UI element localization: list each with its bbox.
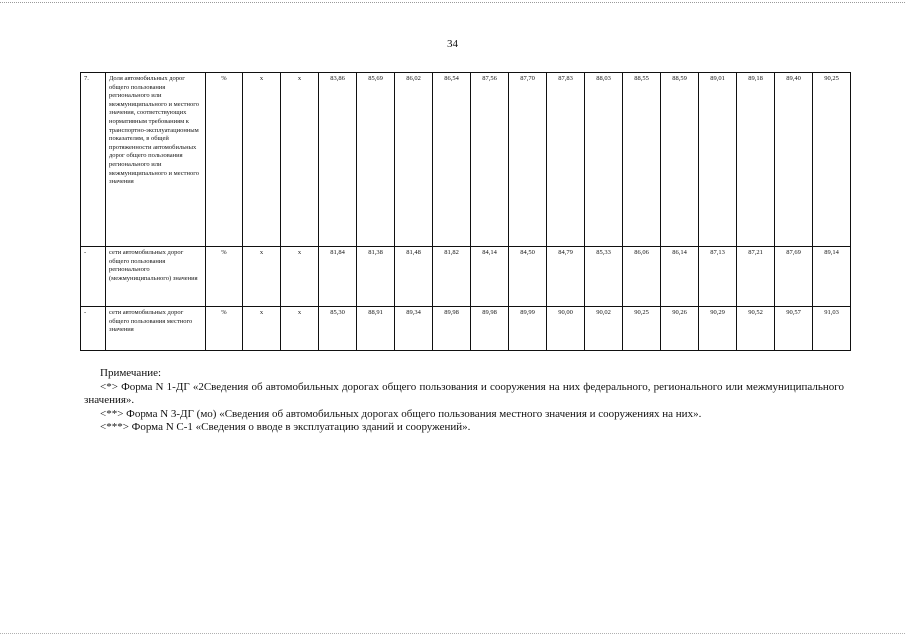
value-cell: 85,69: [357, 73, 395, 247]
value-cell: 86,02: [395, 73, 433, 247]
x-cell: х: [243, 247, 281, 307]
value-cell: 90,25: [813, 73, 851, 247]
value-cell: 81,48: [395, 247, 433, 307]
page-number: 34: [447, 38, 458, 50]
value-cell: 90,26: [661, 307, 699, 351]
value-cell: 90,25: [623, 307, 661, 351]
note-item: <***> Форма N С-1 «Сведения о вводе в эксплуатацию зданий и сооружений».: [100, 421, 471, 433]
value-cell: 87,13: [699, 247, 737, 307]
indicator-name: сети автомобильных дорог общего пользования местного значения: [106, 307, 206, 351]
value-cell: 89,40: [775, 73, 813, 247]
value-cell: 81,82: [433, 247, 471, 307]
value-cell: 85,30: [319, 307, 357, 351]
indicator-name: Доля автомобильных дорог общего пользования регионального или межмуниципального и местного значения, соответствующих нормативным требованиям к транспортно-эксплуатационным показателям, в общей протяженности автомобильных дорог общего пользования регионального или межмуниципального и местного значения: [106, 73, 206, 247]
value-cell: 88,91: [357, 307, 395, 351]
value-cell: 85,33: [585, 247, 623, 307]
value-cell: 88,55: [623, 73, 661, 247]
value-cell: 87,70: [509, 73, 547, 247]
notes-heading: Примечание:: [100, 367, 162, 379]
value-cell: 89,01: [699, 73, 737, 247]
unit-cell: %: [206, 73, 243, 247]
value-cell: 88,59: [661, 73, 699, 247]
value-cell: 84,50: [509, 247, 547, 307]
note-item: <**> Форма N 3-ДГ (мо) «Сведения об автомобильных дорогах общего пользования местного значения и сооружениях на них».: [100, 407, 702, 420]
value-cell: 86,06: [623, 247, 661, 307]
value-cell: 86,14: [661, 247, 699, 307]
value-cell: 89,18: [737, 73, 775, 247]
value-cell: 87,69: [775, 247, 813, 307]
value-cell: 87,21: [737, 247, 775, 307]
value-cell: 90,02: [585, 307, 623, 351]
table-row: [81, 247, 851, 307]
value-cell: 91,03: [813, 307, 851, 351]
x-cell: х: [281, 307, 319, 351]
value-cell: 81,84: [319, 247, 357, 307]
value-cell: 90,00: [547, 307, 585, 351]
value-cell: 84,79: [547, 247, 585, 307]
value-cell: 88,03: [585, 73, 623, 247]
value-cell: 90,29: [699, 307, 737, 351]
value-cell: 81,38: [357, 247, 395, 307]
row-number: 7.: [81, 73, 106, 247]
value-cell: 89,98: [433, 307, 471, 351]
row-number: -: [81, 247, 106, 307]
scan-edge-bottom: [0, 633, 905, 634]
value-cell: 84,14: [471, 247, 509, 307]
x-cell: х: [281, 247, 319, 307]
value-cell: 89,98: [471, 307, 509, 351]
value-cell: 89,34: [395, 307, 433, 351]
note-item: <*> Форма N 1-ДГ «2Сведения об автомобильных дорогах общего пользования и сооружения на них федерального, регионального или межмуниципального значения».: [84, 380, 844, 406]
scan-edge-top: [0, 2, 905, 3]
value-cell: 89,99: [509, 307, 547, 351]
table-row: [81, 73, 851, 247]
value-cell: 90,57: [775, 307, 813, 351]
value-cell: 89,14: [813, 247, 851, 307]
value-cell: 83,86: [319, 73, 357, 247]
value-cell: 87,56: [471, 73, 509, 247]
unit-cell: %: [206, 307, 243, 351]
value-cell: 90,52: [737, 307, 775, 351]
notes-section: [84, 367, 844, 435]
unit-cell: %: [206, 247, 243, 307]
row-number: -: [81, 307, 106, 351]
value-cell: 87,83: [547, 73, 585, 247]
x-cell: х: [281, 73, 319, 247]
x-cell: х: [243, 307, 281, 351]
table-row: [81, 307, 851, 351]
indicator-name: сети автомобильных дорог общего пользования регионального (межмуниципального) значения: [106, 247, 206, 307]
indicator-table: [80, 72, 851, 351]
value-cell: 86,54: [433, 73, 471, 247]
x-cell: х: [243, 73, 281, 247]
